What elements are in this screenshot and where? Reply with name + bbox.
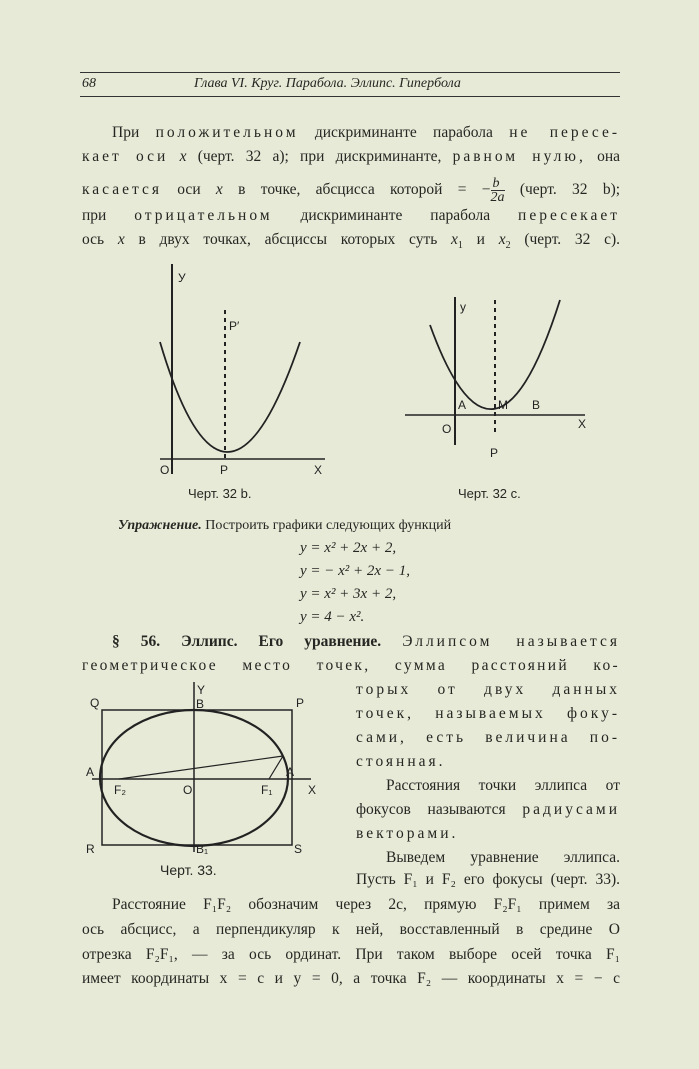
page-number: 68 bbox=[82, 76, 96, 91]
text-line: имеет координаты x = c и y = 0, а точка F₂ — координаты x = − c bbox=[82, 970, 620, 987]
header-rule-bottom bbox=[80, 96, 620, 97]
focus-label: F₂ bbox=[114, 783, 126, 797]
point-label: P bbox=[490, 446, 499, 460]
figure-caption: Черт. 32 b. bbox=[188, 486, 252, 501]
chapter-title: Глава VI. Круг. Парабола. Эллипс. Гипербола bbox=[194, 76, 461, 91]
text-line: геометрическое место точек, сумма расстояний ко- bbox=[82, 657, 620, 674]
header-rule-top bbox=[80, 72, 620, 73]
equation: y = x² + 2x + 2, bbox=[300, 540, 397, 556]
axis-label-x: X bbox=[578, 417, 587, 431]
figure-caption: Черт. 33. bbox=[160, 862, 217, 878]
figure-caption: Черт. 32 c. bbox=[458, 486, 521, 501]
section-heading-line: § 56. Эллипс. Его уравнение. Эллипсом называется bbox=[112, 633, 620, 650]
text-line: касается оси x в точке, абсцисса которой = − $\frac{b}{2a}$ (черт. 32 b); bbox=[82, 176, 621, 205]
point-label: S bbox=[294, 842, 303, 855]
text-line: отрезка F₂F₁, — за ось ординат. При таком выборе осей точка F₁ bbox=[82, 946, 620, 963]
text-line: Пусть F₁ и F₂ его фокусы (черт. 33). bbox=[356, 871, 620, 888]
text-line: ось x в двух точках, абсциссы которых суть $x_1$ и $x_2$ (черт. 32 c). bbox=[82, 231, 621, 252]
text-line: При положительном дискриминанте парабола не пересе- bbox=[112, 124, 621, 141]
axis-label-y: у bbox=[460, 300, 466, 314]
equation: y = − x² + 2x − 1, bbox=[300, 563, 410, 579]
equation: y = 4 − x². bbox=[300, 609, 365, 625]
text-line: ось абсцисс, а перпендикуляр к ней, восставленный в средине O bbox=[82, 921, 620, 938]
point-label: R bbox=[86, 842, 95, 855]
point-label: A bbox=[86, 765, 95, 779]
exercise-line: Упражнение. Построить графики следующих функций bbox=[118, 518, 452, 533]
point-label: P′ bbox=[229, 319, 240, 333]
point-label: P bbox=[296, 696, 305, 710]
axis-label-x: X bbox=[308, 783, 317, 797]
text-line: при отрицательном дискриминанте парабола пересекает bbox=[82, 207, 620, 224]
axis-label-x: X bbox=[314, 463, 323, 477]
axis-label-y: У bbox=[178, 271, 186, 285]
text-line: стоянная. bbox=[356, 753, 446, 770]
figure-32b bbox=[140, 262, 340, 482]
text-line: Выведем уравнение эллипса. bbox=[386, 849, 620, 866]
text-line: кает оси x (черт. 32 a); при дискриминанте, равном нулю, она bbox=[82, 148, 621, 165]
text-line: Расстояние F₁F₂ обозначим через 2c, прямую F₂F₁ примем за bbox=[112, 896, 620, 913]
equation: y = x² + 3x + 2, bbox=[300, 586, 397, 602]
point-label: A bbox=[286, 765, 295, 779]
origin-label: O bbox=[183, 783, 193, 797]
text-line: точек, называемых фоку- bbox=[356, 705, 620, 722]
text-line: сами, есть величина по- bbox=[356, 729, 620, 746]
figure-32c bbox=[400, 295, 600, 475]
origin-label: O bbox=[442, 422, 452, 436]
origin-label: O bbox=[160, 463, 170, 477]
point-label: Q bbox=[90, 696, 100, 710]
point-label: B bbox=[532, 398, 541, 412]
figure-33 bbox=[86, 680, 326, 855]
point-label: A bbox=[458, 398, 467, 412]
point-label: P bbox=[220, 463, 229, 477]
point-label: B₁ bbox=[196, 842, 209, 855]
fraction: $\frac{b}{2a}$ bbox=[490, 176, 505, 205]
point-label: B bbox=[196, 697, 205, 711]
text-line: векторами. bbox=[356, 825, 459, 842]
focus-label: F₁ bbox=[261, 783, 273, 797]
text-line: торых от двух данных bbox=[356, 681, 620, 698]
point-label: M bbox=[498, 398, 508, 412]
text-line: Расстояния точки эллипса от bbox=[386, 777, 620, 794]
text-line: фокусов называются радиусами bbox=[356, 801, 621, 818]
axis-label-y: Y bbox=[197, 683, 206, 697]
